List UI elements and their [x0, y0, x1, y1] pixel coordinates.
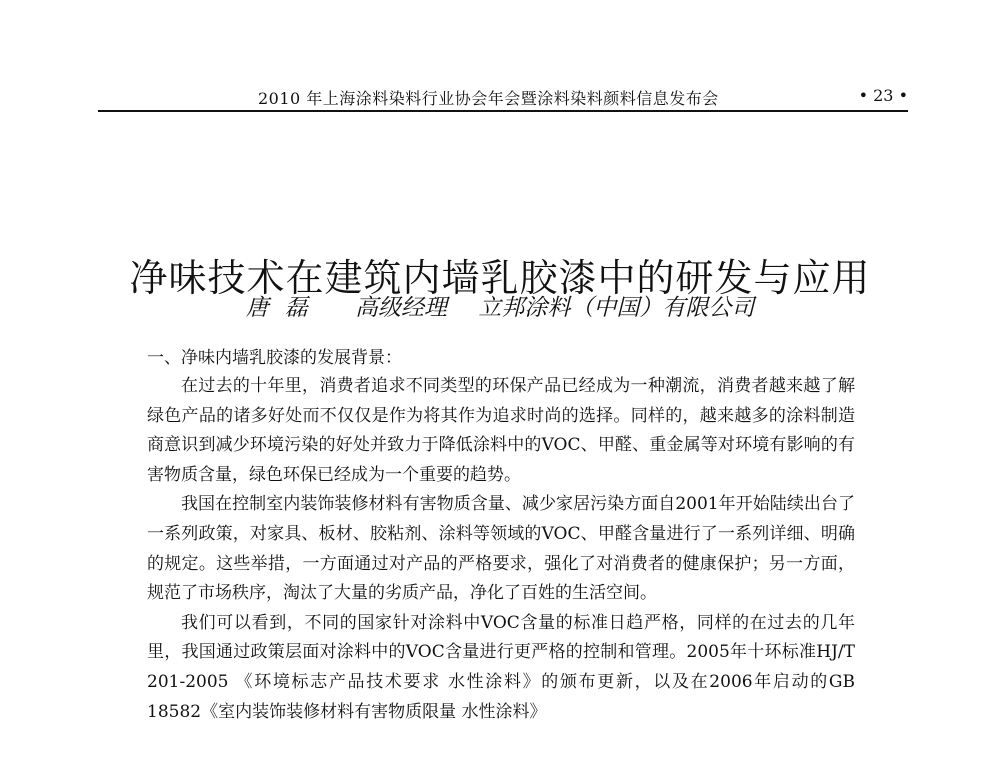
- paragraph: 我们可以看到，不同的国家针对涂料中VOC含量的标准日趋严格，同样的在过去的几年里，我国通过政策层面对涂料中的VOC含量进行更严格的控制和管理。2005年十环标准HJ/T 201-2005 《环境标志产品技术要求 水性涂料》的颁布更新，以及在2006年启动的GB 18582《室内装饰装修材料有害物质限量 水性涂料》: [147, 612, 855, 722]
- author-company: 立邦涂料（中国）有限公司: [478, 295, 755, 321]
- article-title: 净味技术在建筑内墙乳胶漆中的研发与应用: [129, 256, 871, 301]
- author-position: 高级经理: [355, 295, 447, 321]
- article-body: [147, 372, 855, 727]
- section-heading: 一、净味内墙乳胶漆的发展背景：: [147, 348, 402, 368]
- header-title: 2010 年上海涂料染料行业协会年会暨涂料染料颜料信息发布会: [258, 89, 719, 108]
- paragraph: 我国在控制室内装饰装修材料有害物质含量、减少家居污染方面自2001年开始陆续出台了一系列政策，对家具、板材、胶粘剂、涂料等领域的VOC、甲醛含量进行了一系列详细、明确的规定。这些举措，一方面通过对产品的严格要求，强化了对消费者的健康保护；另一方面，规范了市场秩序，淘汰了大量的劣质产品，净化了百姓的生活空间。: [147, 494, 855, 604]
- paragraph: 在过去的十年里，消费者追求不同类型的环保产品已经成为一种潮流，消费者越来越了解绿色产品的诸多好处而不仅仅是作为将其作为追求时尚的选择。同样的，越来越多的涂料制造商意识到减少环境污染的好处并致力于降低涂料中的VOC、甲醛、重金属等对环境有影响的有害物质含量，绿色环保已经成为一个重要的趋势。: [147, 376, 855, 485]
- author-name: 唐磊: [245, 295, 324, 321]
- byline: [0, 289, 1000, 322]
- running-header: [98, 84, 908, 112]
- page-number: • 23 •: [858, 86, 908, 105]
